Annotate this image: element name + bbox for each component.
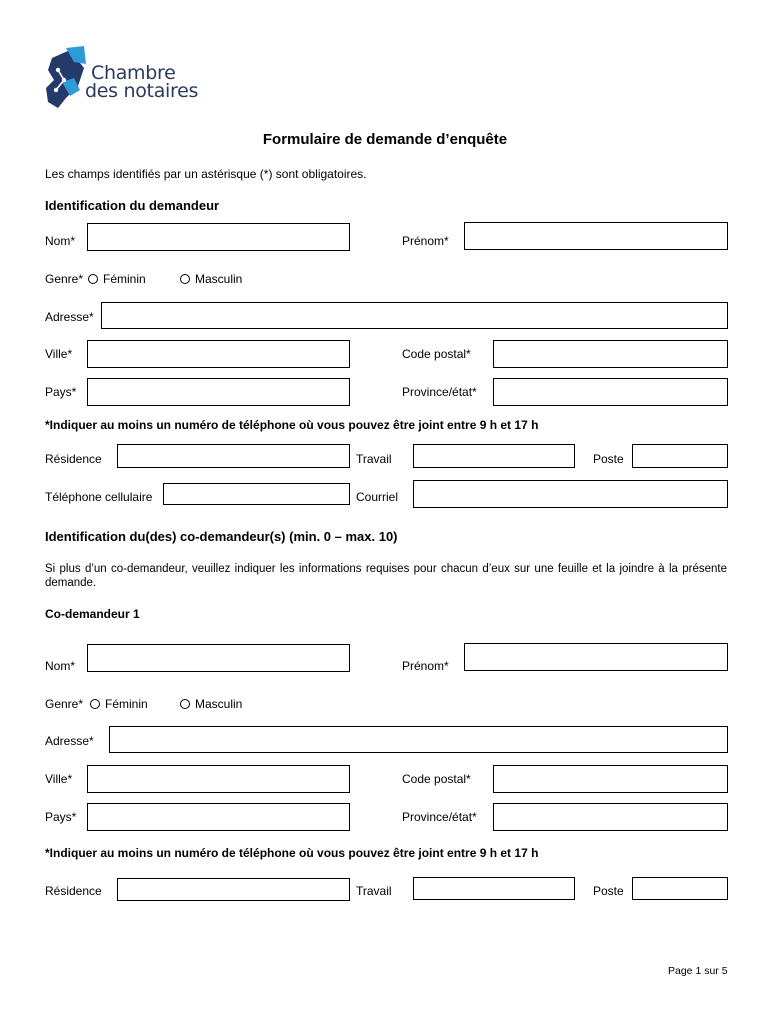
co-province-label: Province/état*	[402, 810, 477, 824]
co-genre-masculin-radio[interactable]: Masculin	[180, 697, 242, 711]
adresse-field[interactable]	[101, 302, 728, 329]
co-code-postal-field[interactable]	[493, 765, 728, 793]
co-adresse-label: Adresse*	[45, 734, 94, 748]
logo-line2: des notaires	[85, 80, 199, 102]
co-travail-label: Travail	[356, 884, 392, 898]
co-ville-field[interactable]	[87, 765, 350, 793]
logo-mark-icon	[44, 46, 90, 114]
radio-circle-icon	[88, 274, 98, 284]
ville-field[interactable]	[87, 340, 350, 368]
co-pays-field[interactable]	[87, 803, 350, 831]
co-genre-label: Genre*	[45, 697, 84, 711]
co-prenom-field[interactable]	[464, 643, 728, 671]
co-poste-field[interactable]	[632, 877, 728, 900]
logo-line1: Chambre	[91, 62, 176, 84]
prenom-field[interactable]	[464, 222, 728, 250]
co-nom-label: Nom*	[45, 659, 76, 673]
co-residence-field[interactable]	[117, 878, 350, 901]
travail-field[interactable]	[413, 444, 575, 468]
co-code-postal-label: Code postal*	[402, 772, 471, 786]
co-province-field[interactable]	[493, 803, 728, 831]
radio-circle-icon	[180, 699, 190, 709]
code-postal-field[interactable]	[493, 340, 728, 368]
co-phone-note: *Indiquer au moins un numéro de téléphone où vous pouvez être joint entre 9 h et 17 h	[45, 846, 539, 860]
province-field[interactable]	[493, 378, 728, 406]
co-genre-feminin-radio[interactable]: Féminin	[90, 697, 148, 711]
genre-masculin-radio[interactable]: Masculin	[180, 272, 242, 286]
courriel-label: Courriel	[356, 490, 399, 504]
genre-feminin-radio[interactable]: Féminin	[88, 272, 146, 286]
prenom-label: Prénom*	[402, 234, 449, 248]
logo	[44, 46, 204, 114]
genre-label: Genre*	[45, 272, 84, 286]
codemandeur-note: Si plus d’un co-demandeur, veuillez indiquer les informations requises pour chacun d’eux sur une feuille et la joindre à la présente demande.	[45, 563, 727, 589]
codemandeur-1-heading: Co-demandeur 1	[45, 607, 140, 621]
residence-label: Résidence	[45, 452, 102, 466]
travail-label: Travail	[356, 452, 392, 466]
co-ville-label: Ville*	[45, 772, 73, 786]
pays-label: Pays*	[45, 385, 77, 399]
co-nom-field[interactable]	[87, 644, 350, 672]
co-residence-label: Résidence	[45, 884, 102, 898]
section-heading-demandeur: Identification du demandeur	[45, 198, 220, 213]
nom-label: Nom*	[45, 234, 76, 248]
nom-field[interactable]	[87, 223, 350, 251]
co-pays-label: Pays*	[45, 810, 77, 824]
radio-circle-icon	[180, 274, 190, 284]
poste-field[interactable]	[632, 444, 728, 468]
province-label: Province/état*	[402, 385, 477, 399]
residence-field[interactable]	[117, 444, 350, 468]
co-adresse-field[interactable]	[109, 726, 728, 753]
page-number: Page 1 sur 5	[668, 965, 728, 977]
co-poste-label: Poste	[593, 884, 624, 898]
cellulaire-label: Téléphone cellulaire	[45, 490, 153, 504]
poste-label: Poste	[593, 452, 624, 466]
code-postal-label: Code postal*	[402, 347, 471, 361]
section-heading-codemandeurs: Identification du(des) co-demandeur(s) (min. 0 – max. 10)	[45, 529, 398, 544]
pays-field[interactable]	[87, 378, 350, 406]
ville-label: Ville*	[45, 347, 73, 361]
phone-note: *Indiquer au moins un numéro de téléphone où vous pouvez être joint entre 9 h et 17 h	[45, 418, 539, 432]
adresse-label: Adresse*	[45, 310, 94, 324]
co-prenom-label: Prénom*	[402, 659, 449, 673]
intro-text: Les champs identifiés par un astérisque (*) sont obligatoires.	[45, 167, 367, 181]
co-travail-field[interactable]	[413, 877, 575, 900]
radio-circle-icon	[90, 699, 100, 709]
courriel-field[interactable]	[413, 480, 728, 508]
page-title: Formulaire de demande d’enquête	[262, 131, 508, 148]
cellulaire-field[interactable]	[163, 483, 350, 505]
